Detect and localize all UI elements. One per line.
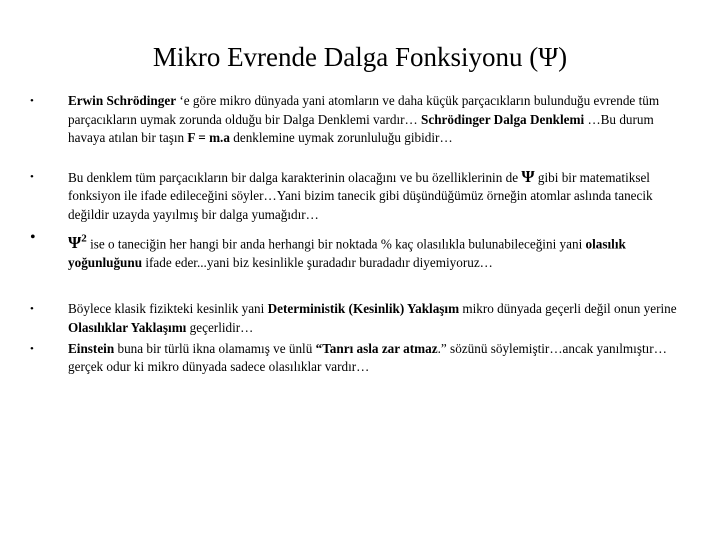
bullet-text: geçerlidir… [186,320,254,335]
bullet-wave-character [30,168,680,225]
deterministic-term: Deterministik (Kesinlik) Yaklaşım [267,301,460,317]
bullet-marker: • [30,95,34,107]
bullet-text: gibi bir matematiksel fonksiyon ile ifade edileceğini söyler…Yani bizim tanecik gibi düşündüğümüz örneğin atomlar aslında tanecik değildir uzayda yayılmış bir dalga yumağıdır… [68,169,653,222]
bullet-text: ifade eder...yani biz kesinlikle şuradadır buradadır diyemiyoruz… [142,254,493,270]
slide-title: Mikro Evrende Dalga Fonksiyonu (Ψ) [152,42,568,72]
bullet-text: ‘e göre mikro dünyada yani atomların ve daha küçük parçacıkların bulunduğu evrende tüm parçacıkların uymak zorunda olduğu bir Dalga Denklemi vardır… [68,93,660,127]
bullet-text: buna bir türlü ikna olamamış ve ünlü [114,340,316,356]
psi-symbol: Ψ [68,233,82,253]
einstein-quote: “Tanrı asla zar atmaz [315,340,438,356]
bullet-marker: • [30,228,36,246]
bullet-marker: • [30,342,34,355]
bullet-text: mikro dünyada geçerli değil onun yerine [459,301,677,317]
bullet-text: Bu denklem tüm parçacıkların bir dalga karakterinin olacağını ve bu özelliklerinin de [68,169,522,185]
bullet-marker: • [30,303,34,316]
probabilistic-term: Olasılıklar Yaklaşımı [68,320,187,335]
bullet-list [30,92,680,377]
einstein-name: Einstein [68,340,115,356]
bullet-text: denklemine uymak zorunluluğu gibidir… [229,130,453,146]
newton-equation: F = m.a [187,130,230,146]
bullet-einstein [30,340,680,377]
bullet-text: .” sözünü söylemiştir…ancak yanılmıştır…gerçek odur ki mikro dünyada sadece olasılıklar vardır… [68,340,667,375]
probability-density-term: olasılık yoğunluğunu [68,236,626,270]
bullet-schrodinger [30,92,680,148]
psi-symbol: Ψ [521,166,535,186]
bullet-text: ise o taneciğin her hangi bir anda herhangi bir noktada % kaç olasılıkla bulunabileceğini yani [86,236,586,252]
bullet-marker: • [30,170,34,183]
bullet-probability-density [30,230,680,273]
bullet-text: …Bu durum havaya atılan bir taşın [68,111,654,146]
psi-squared-symbol [68,233,87,252]
bullet-deterministic [30,300,680,337]
exponent: 2 [81,232,87,245]
wave-equation-term: Schrödinger Dalga Denklemi [421,111,585,127]
schrodinger-name: Erwin Schrödinger [68,93,177,108]
bullet-text: Böylece klasik fizikteki kesinlik yani [68,301,268,317]
